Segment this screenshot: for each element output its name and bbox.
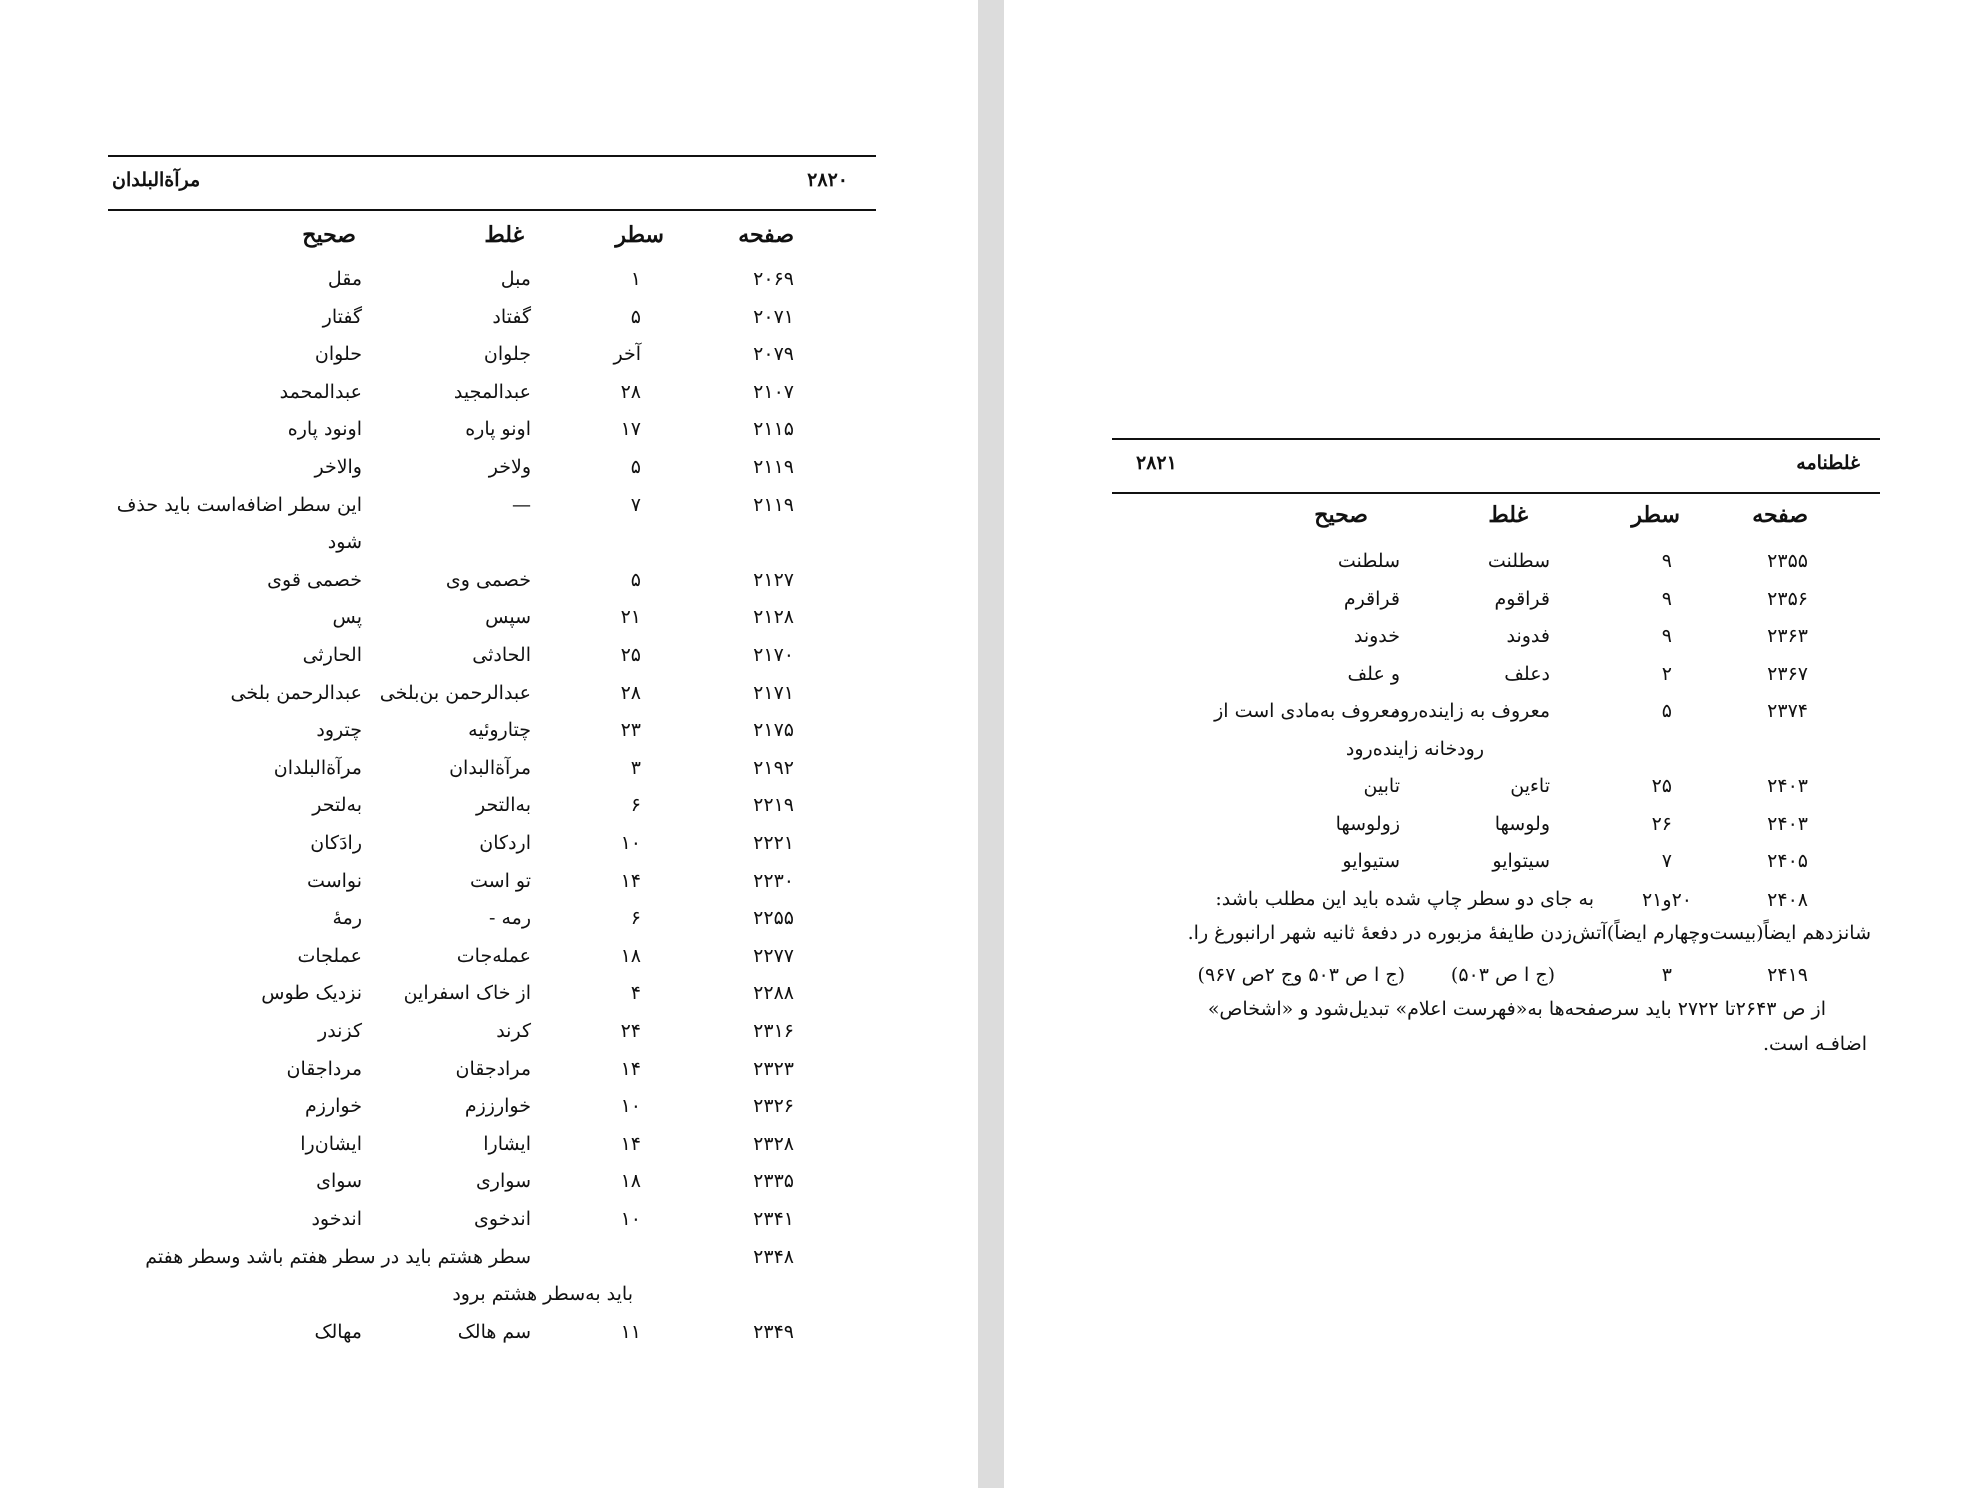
cell-correct: نواست [307,869,362,892]
cell-page: ۲۱۷۰ [753,644,794,666]
cell-wrong: اونو پاره [465,418,531,441]
cell-page: ۲۳۴۹ [753,1320,794,1343]
cell-page: ۲۳۵۶ [1767,587,1808,610]
table-row [108,1016,876,1053]
table-row [108,903,876,940]
cell-correct: تابین [1363,775,1400,797]
cell-page: ۲۴۰۸ [1767,889,1808,911]
cell-page: ۲۳۴۸ [753,1245,794,1268]
table-row [108,452,876,489]
page-title: مرآة‌البلدان [112,169,201,191]
cell-wrong: سطر هشتم باید در سطر هفتم باشد وسطر هفتم [145,1245,531,1268]
cell-wrong: رمه - [489,907,531,930]
cell-page: ۲۴۰۳ [1767,775,1808,797]
cell-page: ۲۲۱۹ [753,794,794,817]
cell-wrong: سیتوایو [1492,850,1550,872]
cell-page: ۲۲۵۵ [753,907,794,930]
cell-page: ۲۱۲۸ [753,606,794,629]
page-title: غلطنامه [1796,452,1860,474]
cell-wrong: خوارززم [464,1095,531,1118]
cell-page: ۲۳۱۶ [753,1020,794,1042]
cell-wrong: سم هالک [457,1320,531,1343]
cell-line: ۷ [1661,850,1672,872]
table-row [108,339,876,376]
cell-wrong: سطلنت [1487,550,1550,572]
table-row [108,790,876,827]
page-number: ۲۸۲۱ [1136,452,1177,474]
cell-page: ۲۱۱۹ [753,493,794,516]
table-row [108,753,876,790]
cell-correct: مرآة‌البلدان [273,756,362,779]
cell-correct: زولوسها [1335,812,1400,835]
cell-line: ۶ [630,794,641,817]
cell-wrong: الحادثی [472,644,531,666]
cell-page: ۲۳۶۳ [1767,625,1808,647]
table-row [108,715,876,752]
running-header [108,155,876,211]
table-row [108,377,876,414]
cell-wrong: کرند [496,1020,531,1042]
cell-page: ۲۴۱۹ [1767,964,1808,986]
header-wrong: غلط [1488,502,1528,528]
note-continuation: شانزدهم ایضاً(بیست‌وچهارم ایضاً)آتش‌زدن طایفهٔ مزبوره در دفعهٔ ثانیه شهر ارانبورغ را. [1187,922,1871,944]
running-header [1112,438,1880,494]
cell-line: ۱۴ [620,1057,641,1080]
cell-correct: عملجات [297,944,362,967]
cell-page: ۲۳۷۴ [1767,700,1808,722]
cell-page: ۲۳۵۵ [1767,550,1808,572]
cell-wrong: عمله‌جات [456,944,531,967]
cell-wrong: تاءین [1510,775,1550,797]
cell-wrong: فدوند [1506,625,1550,647]
cell-wrong: خصمی وی [445,568,531,591]
cell-correct: رمهٔ [332,907,362,930]
table-row [108,414,876,451]
cell-correct: این سطر اضافه‌است باید حذف [116,493,362,516]
cell-line: ۳ [630,756,641,779]
page-number: ۲۸۲۰ [807,169,848,191]
table-row [108,1242,876,1279]
cell-line: ۱۸ [620,944,641,967]
cell-wrong: تو است [470,869,531,892]
cell-correct: مرداجقان [286,1057,362,1080]
table-row [1112,771,1880,808]
cell-line: ۲۵ [620,644,641,666]
note-text: از ص ۲۶۴۳تا ۲۷۲۲ باید سرصفحه‌ها به«فهرست اعلام» تبدیل‌شود و «اشخاص» [1207,998,1826,1020]
cell-correct: خدوند [1353,625,1400,647]
table-row [108,866,876,903]
table-row [1112,809,1880,846]
cell-line: ۹ [1661,587,1672,610]
cell-correct: حلوان [314,343,362,366]
cell-line: ۳ [1661,964,1672,986]
cell-wrong: سواری [475,1170,531,1193]
cell-page: ۲۱۷۵ [753,719,794,742]
table-row [1112,546,1880,583]
header-correct: صحیح [302,222,356,248]
table-row [1112,696,1880,733]
left-page [0,0,978,1488]
cell-correct: سلطنت [1337,550,1400,572]
cell-line: ۱۱ [620,1320,641,1343]
table-row [108,1204,876,1241]
cell-wrong: ایشارا [483,1132,531,1155]
cell-correct: والاخر [314,456,362,478]
cell-correct: عبدالمحمد [279,380,362,403]
cell-line: ۲۳ [620,719,641,742]
cell-correct: عبدالرحمن بلخی [230,681,362,704]
cell-line: ۲۸ [620,681,641,704]
table-row [108,1129,876,1166]
table-row [108,828,876,865]
cell-wrong: عبدالمجید [453,380,531,403]
column-headers [1112,502,1880,536]
cell-line: ۱۴ [620,1132,641,1155]
cell-wrong: سپس [485,606,531,629]
cell-page: ۲۴۰۵ [1767,850,1808,872]
table-row [1112,584,1880,621]
cell-wrong: ولوسها [1494,812,1550,835]
cell-page: ۲۲۸۸ [753,982,794,1005]
cell-correct: ایشان‌را [300,1132,362,1155]
note-text: به جای دو سطر چاپ شده باید این مطلب باشد: [1215,888,1594,910]
header-line: سطر [615,222,664,248]
cell-correct: کزندر [318,1020,362,1042]
table-row [108,602,876,639]
header-page: صفحه [1752,502,1808,528]
cell-correct: مهالک [314,1320,362,1343]
cell-line: ۵ [630,568,641,591]
cell-correct: (ج ا ص ۵۰۳ وج ۲ص ۹۶۷) [1197,964,1405,986]
cell-correct: پس [332,606,362,629]
cell-correct: مقل [327,268,362,290]
table-row [108,1317,876,1354]
cell-page: ۲۱۷۱ [753,681,794,704]
table-row [108,1166,876,1203]
cell-line: ۲۵ [1651,775,1672,797]
cell-correct: معروف به‌مادی است از [1214,700,1400,722]
cell-page: ۲۲۳۰ [753,869,794,892]
cell-page: ۲۱۱۹ [753,456,794,478]
table-row [108,264,876,301]
cell-page: ۲۴۰۳ [1767,812,1808,835]
cell-page: ۲۱۱۵ [753,418,794,441]
cell-line: ۲۸ [620,380,641,403]
table-row [1112,659,1880,696]
cell-line: ۷ [630,493,641,516]
table-row [108,941,876,978]
page-gutter [978,0,1004,1488]
table-row [1112,960,1880,997]
header-correct: صحیح [1314,502,1368,528]
cell-correct: چترود [316,719,362,742]
cell-line: ۵ [630,456,641,478]
cell-page: ۲۰۷۱ [753,305,794,328]
cell-wrong: ولاخر [488,456,531,478]
cell-wrong: عبدالرحمن بن‌بلخی [379,681,531,704]
table-row [108,1091,876,1128]
cell-page: ۲۳۲۳ [753,1057,794,1080]
table-row [1112,621,1880,658]
cell-page: ۲۱۲۷ [753,568,794,591]
table-row [108,1054,876,1091]
cell-page: ۲۳۳۵ [753,1170,794,1193]
table-row [108,678,876,715]
cell-correct: گفتار [322,305,362,328]
cell-page: ۲۰۶۹ [753,268,794,290]
cell-continuation: شود [327,531,362,554]
cell-correct: خوارزم [305,1095,362,1118]
cell-correct: اونود پاره [287,418,362,441]
cell-wrong: (ج ا ص ۵۰۳) [1450,964,1555,986]
cell-correct: و علف [1347,662,1400,685]
right-page [1004,0,1984,1488]
cell-correct: خصمی قوی [267,568,362,591]
cell-page: ۲۳۴۱ [753,1208,794,1230]
cell-page: ۲۲۷۷ [753,944,794,967]
table-row [108,978,876,1015]
cell-continuation: باید به‌سطر هشتم برود [452,1283,633,1306]
table-row [108,640,876,677]
cell-line: ۴ [630,982,641,1005]
column-headers [108,222,876,256]
cell-correct: نزدیک طوس [261,982,362,1005]
cell-wrong: جلوان [483,343,531,366]
table-row [1112,846,1880,883]
cell-wrong: گفتاد [492,305,531,328]
cell-wrong: مبل [500,268,531,290]
cell-line: ۱۰ [620,1095,641,1118]
cell-wrong: اندخوی [474,1208,531,1230]
cell-page: ۲۳۲۸ [753,1132,794,1155]
cell-line: ۲۱ [620,606,641,629]
cell-correct: اندخود [311,1208,362,1230]
cell-line: ۲۰و۲۱ [1641,889,1692,911]
cell-line: ۲ [1661,662,1672,685]
cell-line: آخر [613,343,641,366]
header-wrong: غلط [484,222,524,248]
table-row [108,490,876,527]
cell-continuation: رودخانه زاینده‌رود [1345,737,1484,760]
cell-line: ۹ [1661,625,1672,647]
cell-line: ۱۸ [620,1170,641,1193]
cell-page: ۲۱۰۷ [753,380,794,403]
cell-wrong: قراقوم [1494,587,1550,610]
cell-page: ۲۳۲۶ [753,1095,794,1118]
cell-wrong: مرآة‌البدان [449,756,531,779]
cell-line: ۵ [630,305,641,328]
cell-line: ۱ [630,268,641,290]
cell-line: ۹ [1661,550,1672,572]
note-continuation: اضافـه است. [1763,1033,1867,1055]
table-row [108,565,876,602]
cell-wrong: معروف به زاینده‌رود [1391,700,1550,722]
cell-correct: قراقرم [1343,587,1400,610]
cell-page: ۲۳۶۷ [1767,662,1808,685]
table-row [108,302,876,339]
cell-line: ۶ [630,907,641,930]
cell-line: ۲۴ [620,1020,641,1042]
cell-correct: سوای [316,1170,362,1193]
cell-wrong: از خاک اسفراین [403,982,531,1005]
cell-wrong: دعلف [1504,662,1550,685]
cell-wrong: — [512,493,531,516]
cell-page: ۲۰۷۹ [753,343,794,366]
cell-wrong: به‌التحر [475,794,531,817]
cell-line: ۵ [1661,700,1672,722]
cell-wrong: اردکان [479,832,531,854]
cell-wrong: چتاروئیه [468,719,531,742]
cell-line: ۱۴ [620,869,641,892]
cell-correct: رادَکان [310,832,362,854]
cell-wrong: مرادجقان [455,1057,531,1080]
header-line: سطر [1631,502,1680,528]
cell-page: ۲۱۹۲ [753,756,794,779]
header-page: صفحه [738,222,794,248]
cell-page: ۲۲۲۱ [753,832,794,854]
cell-correct: الحارثی [302,644,362,666]
cell-line: ۱۷ [620,418,641,441]
cell-line: ۲۶ [1651,812,1672,835]
cell-correct: ستیوایو [1342,850,1400,872]
cell-line: ۱۰ [620,1208,641,1230]
cell-line: ۱۰ [620,832,641,854]
cell-correct: به‌لتحر [312,794,362,817]
